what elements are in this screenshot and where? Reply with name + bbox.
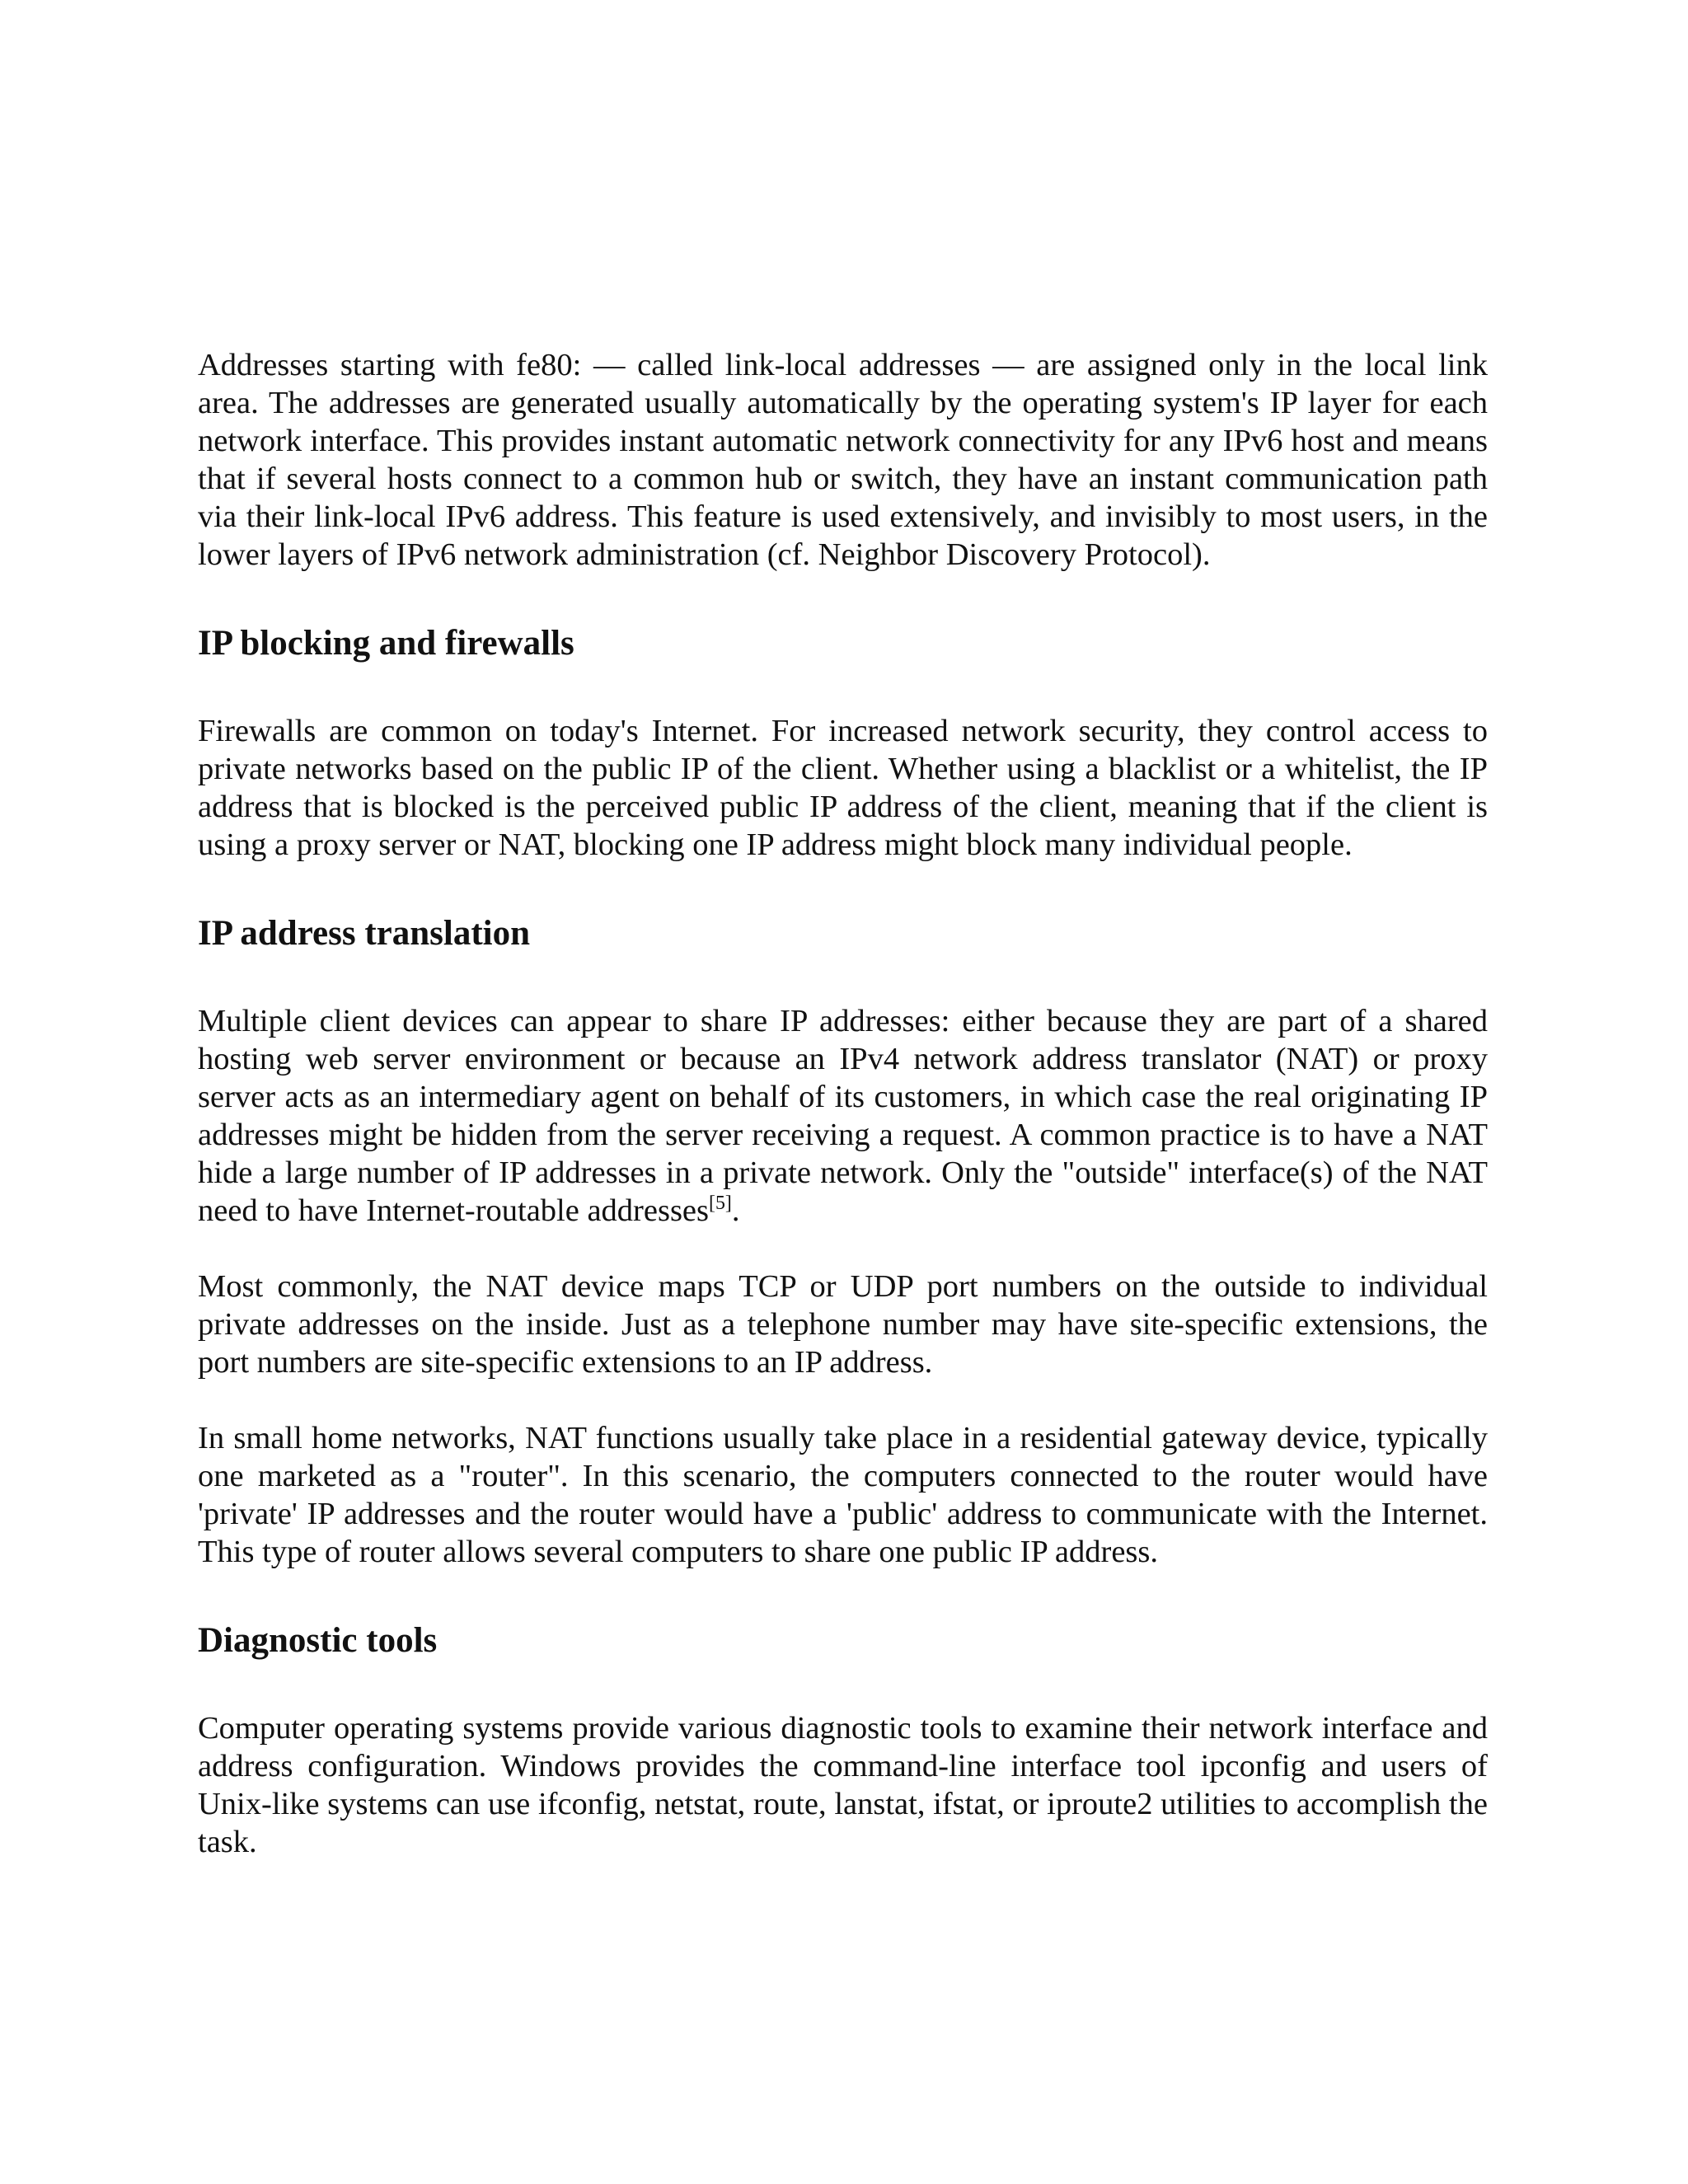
paragraph-shared-addresses (198, 1002, 1488, 1230)
paragraph-nat-ports: Most commonly, the NAT device maps TCP or UDP port numbers on the outside to individual private addresses on the inside. Just as a telephone number may have site-specific extensions, the port numbers are site-specific extensions to an IP address. (198, 1269, 1488, 1380)
document-page (198, 346, 1488, 1861)
heading-diagnostic-tools: Diagnostic tools (198, 1621, 438, 1660)
paragraph-home-networks: In small home networks, NAT functions usually take place in a residential gateway device, typically one marketed as a "router". In this scenario, the computers connected to the router would have 'private' IP addresses and the router would have a 'public' address to communicate with the Internet. This type of router allows several computers to share one public IP address. (198, 1421, 1488, 1569)
heading-ip-blocking: IP blocking and firewalls (198, 624, 574, 663)
paragraph-diagnostic-tools: Computer operating systems provide various diagnostic tools to examine their network interface and address configuration. Windows provides the command-line interface tool ipconfig and users of Unix-like systems can use ifconfig, netstat, route, lanstat, ifstat, or iproute2 utilities to accomplish the task. (198, 1711, 1488, 1859)
paragraph-link-local: Addresses starting with fe80: — called link-local addresses — are assigned only in the local link area. The addresses are generated usually automatically by the operating system's IP layer for each network interface. This provides instant automatic network connectivity for any IPv6 host and means that if several hosts connect to a common hub or switch, they have an instant communication path via their link-local IPv6 address. This feature is used extensively, and invisibly to most users, in the lower layers of IPv6 network administration (cf. Neighbor Discovery Protocol). (198, 348, 1488, 572)
reference-link[interactable]: [5] (709, 1193, 732, 1215)
paragraph-firewalls: Firewalls are common on today's Internet. For increased network security, they control access to private networks based on the public IP of the client. Whether using a blacklist or a whitelist, the IP address that is blocked is the perceived public IP address of the client, meaning that if the client is using a proxy server or NAT, blocking one IP address might block many individual people. (198, 714, 1488, 862)
heading-ip-translation: IP address translation (198, 914, 530, 953)
paragraph-shared-addresses-text: Multiple client devices can appear to share IP addresses: either because they are part of a shared hosting web server environment or because an IPv4 network address translator (NAT) or proxy server acts as an intermediary agent on behalf of its customers, in which case the real originating IP addresses might be hidden from the server receiving a request. A common practice is to have a NAT hide a large number of IP addresses in a private network. Only the "outside" interface(s) of the NAT need to have Internet-routable addresses (198, 1004, 1488, 1228)
paragraph-shared-addresses-period: . (731, 1193, 740, 1228)
